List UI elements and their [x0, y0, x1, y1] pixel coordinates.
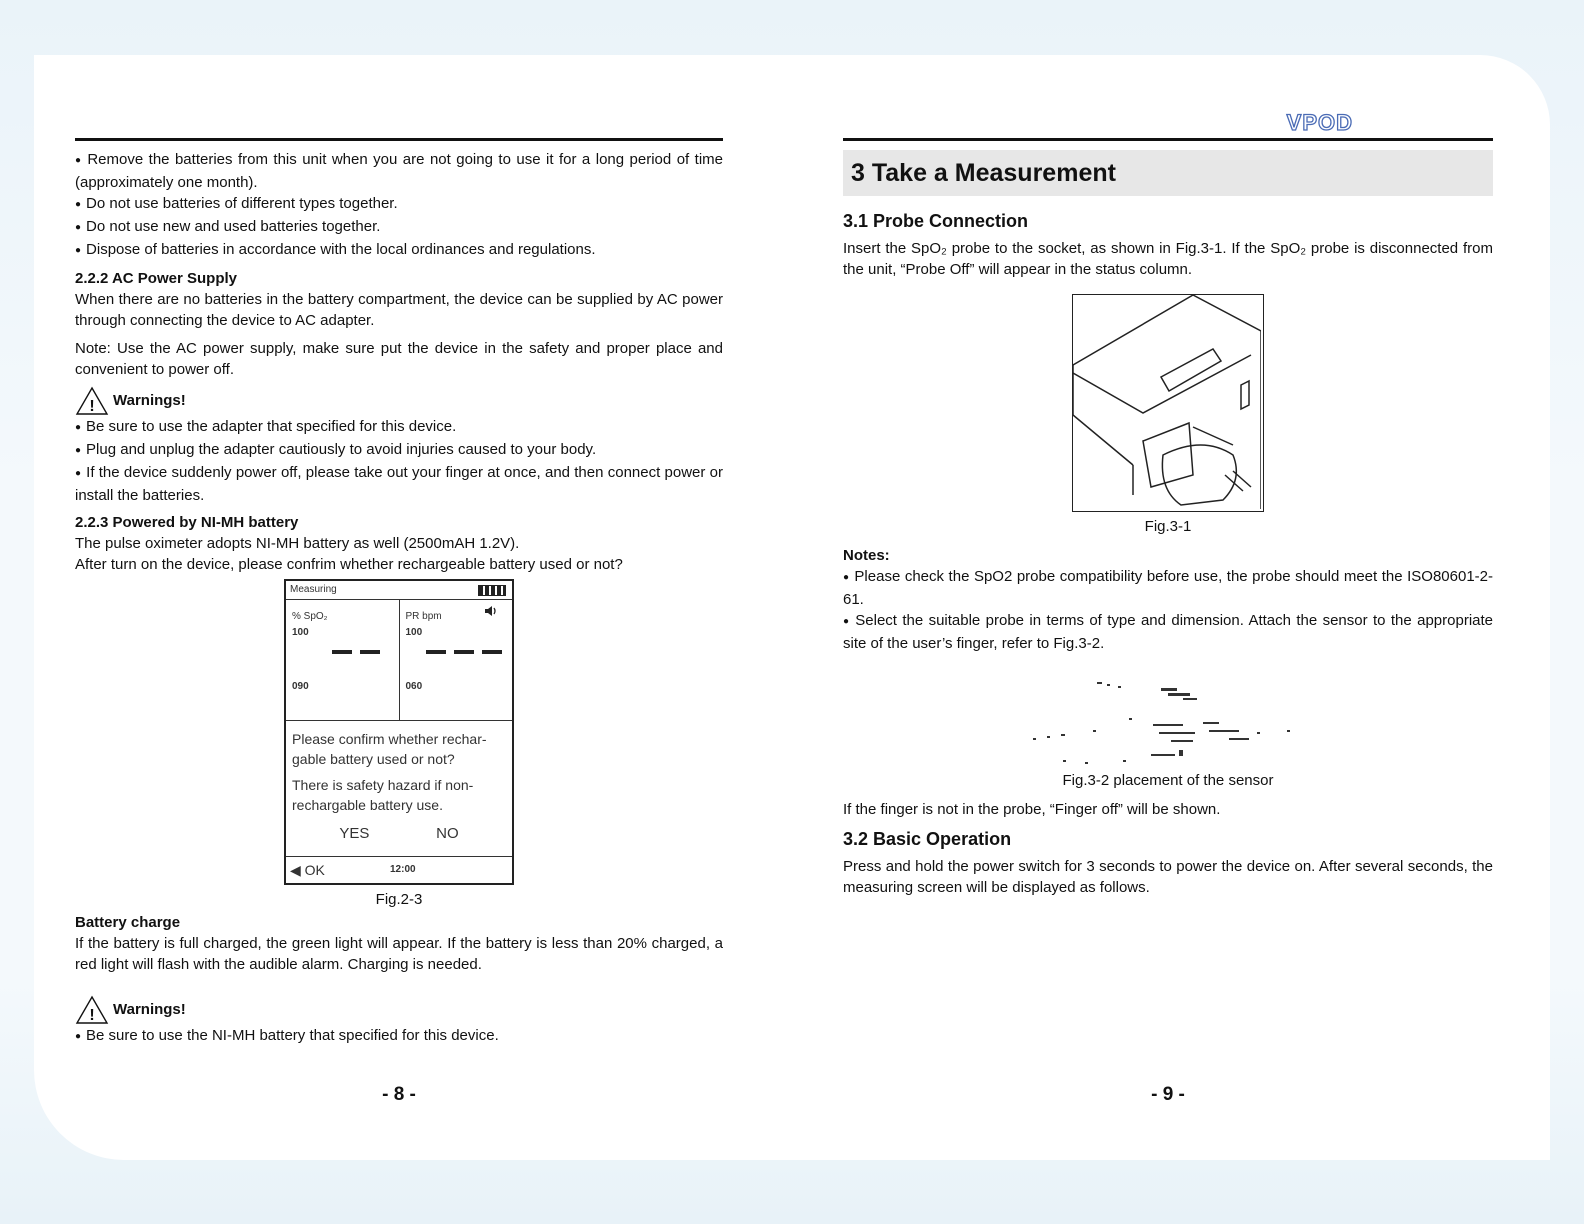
spo2-low-limit: 090	[292, 681, 309, 692]
no-option: NO	[436, 825, 459, 842]
dash-digit	[454, 650, 474, 654]
page-number: - 8 -	[382, 1084, 416, 1105]
top-rule	[843, 138, 1493, 141]
warnings-label: Warnings!	[113, 1001, 186, 1018]
ok-label: OK	[304, 862, 325, 878]
warning-item: ● If the device suddenly power off, please take out your finger at once, and then connect power or install the batteries.	[75, 462, 723, 506]
figure-caption: Fig.3-2 placement of the sensor	[1062, 772, 1274, 789]
bullet-item: ● Dispose of batteries in accordance with the local ordinances and regulations.	[75, 239, 723, 262]
dash-digit	[360, 650, 380, 654]
warnings-heading	[75, 386, 723, 416]
warning-triangle-icon	[75, 386, 109, 416]
figure-caption: Fig.2-3	[375, 891, 423, 908]
spo2-label: % SpO₂	[292, 611, 328, 622]
pr-high-limit: 100	[405, 627, 423, 638]
subsection-heading-basic-operation: 3.2 Basic Operation	[843, 829, 1012, 849]
paragraph: After turn on the device, please confrim whether rechargeable battery used or not?	[75, 556, 623, 573]
speaker-icon	[484, 605, 498, 617]
dash-digit	[482, 650, 502, 654]
probe-socket-figure	[1072, 294, 1264, 512]
warnings-heading	[75, 995, 723, 1025]
vpod-logo: VPOD	[1286, 110, 1353, 135]
section-heading-ac-power: 2.2.2 AC Power Supply	[75, 270, 237, 287]
page-9-body	[843, 208, 1493, 898]
hazard-message: There is safety hazard if non-rechargable battery use.	[292, 777, 474, 813]
pr-panel	[399, 600, 513, 720]
note-item: ● Select the suitable probe in terms of type and dimension. Attach the sensor to the appropriate site of the user’s finger, refer to Fig.3-2.	[843, 610, 1493, 654]
battery-icon	[478, 585, 506, 596]
paragraph: Insert the SpO₂ probe to the socket, as shown in Fig.3-1. If the SpO₂ probe is disconnected from the unit, “Probe Off” will appear in the status column.	[843, 240, 1493, 278]
screen-footer	[286, 856, 512, 883]
finger-sensor-illustration	[1033, 666, 1303, 766]
bullet-item: ● Remove the batteries from this unit when you are not going to use it for a long period of time (approximately one month).	[75, 149, 723, 193]
figure-caption: Fig.3-1	[1144, 518, 1192, 535]
device-socket-illustration	[1073, 295, 1261, 509]
paragraph: Press and hold the power switch for 3 seconds to power the device on. After several seconds, the measuring screen will be displayed as follows.	[843, 858, 1493, 896]
top-rule	[75, 138, 723, 141]
page-8-body	[75, 149, 723, 1048]
paragraph: The pulse oximeter adopts NI-MH battery as well (2500mAH 1.2V).	[75, 535, 520, 552]
warning-item: ● Be sure to use the adapter that specified for this device.	[75, 416, 723, 439]
screen-clock: 12:00	[390, 864, 416, 875]
subsection-heading-probe: 3.1 Probe Connection	[843, 211, 1029, 231]
bullet-item: ● Do not use new and used batteries together.	[75, 216, 723, 239]
screen-readings	[286, 600, 512, 721]
svg-text:!: !	[89, 398, 95, 415]
sensor-placement-figure	[1033, 666, 1303, 766]
screen-status-text: Measuring	[290, 584, 337, 595]
confirm-message: Please confirm whether rechar-gable battery used or not?	[292, 731, 487, 767]
device-screen-figure	[284, 579, 514, 885]
dash-digit	[332, 650, 352, 654]
screen-message	[286, 721, 512, 823]
warning-item: ● Plug and unplug the adapter cautiously to avoid injuries caused to your body.	[75, 439, 723, 462]
section-heading-nimh: 2.2.3 Powered by NI-MH battery	[75, 514, 299, 531]
section-heading-battery-charge: Battery charge	[75, 914, 181, 931]
spo2-panel	[286, 600, 399, 720]
warnings-label: Warnings!	[113, 392, 186, 409]
bullet-item: ● Do not use batteries of different types together.	[75, 193, 723, 216]
page-number: - 9 -	[1151, 1084, 1185, 1105]
pr-label: PR bpm	[405, 611, 442, 622]
notes-heading: Notes:	[843, 547, 890, 564]
paragraph: If the finger is not in the probe, “Finger off” will be shown.	[843, 801, 1221, 818]
screen-choices	[286, 823, 512, 844]
yes-option: YES	[339, 825, 370, 842]
svg-text:!: !	[89, 1007, 95, 1024]
warning-item: ● Be sure to use the NI-MH battery that specified for this device.	[75, 1025, 723, 1048]
note-item: ● Please check the SpO2 probe compatibility before use, the probe should meet the ISO80601-2-61.	[843, 566, 1493, 610]
warning-triangle-icon	[75, 995, 109, 1025]
screen-status-bar	[286, 581, 512, 600]
pr-low-limit: 060	[405, 681, 423, 692]
section-title: 3 Take a Measurement	[843, 150, 1493, 196]
spo2-high-limit: 100	[292, 627, 309, 638]
paragraph: If the battery is full charged, the green light will appear. If the battery is less than 20% charged, a red light will flash with the audible alarm. Charging is needed.	[75, 935, 723, 973]
dash-digit	[426, 650, 446, 654]
left-arrow-icon: ◀	[290, 862, 301, 878]
note-paragraph: Note: Use the AC power supply, make sure put the device in the safety and proper place and convenient to power off.	[75, 340, 723, 378]
paragraph: When there are no batteries in the battery compartment, the device can be supplied by AC power through connecting the device to AC adapter.	[75, 291, 723, 329]
